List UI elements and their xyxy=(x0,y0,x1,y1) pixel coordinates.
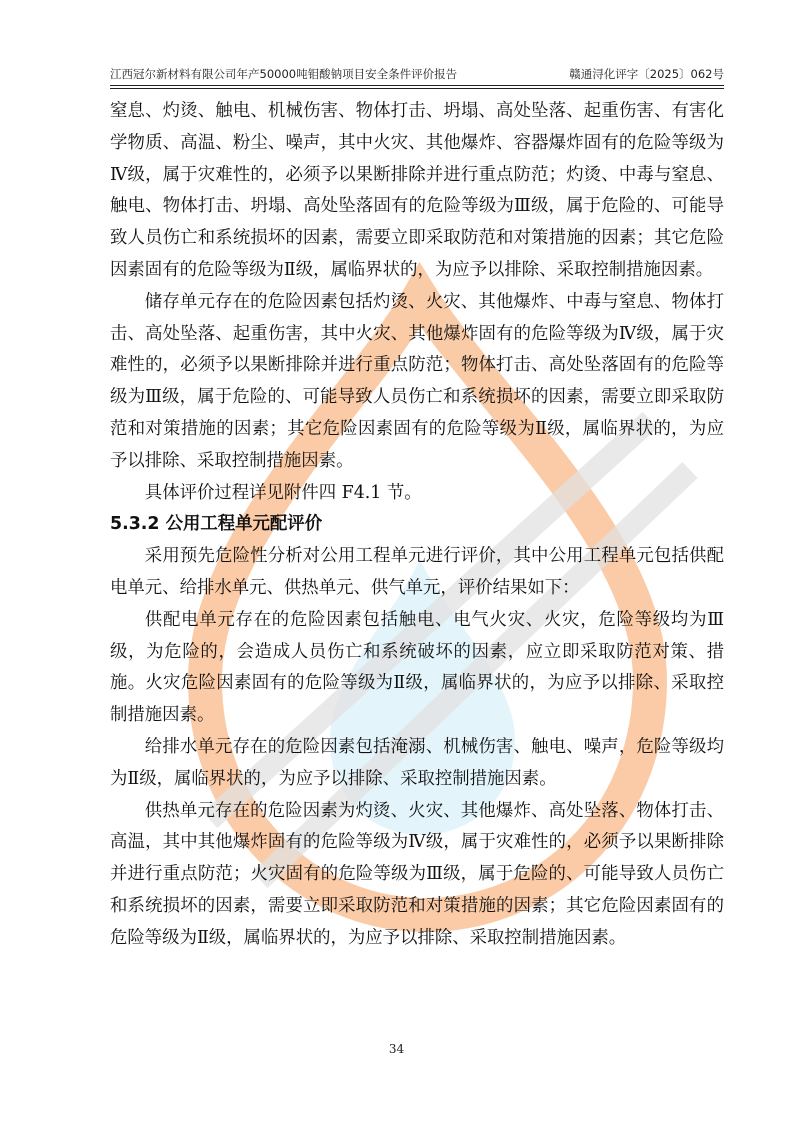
header-report-title: 江西冠尔新材料有限公司年产50000吨钼酸钠项目安全条件评价报告 xyxy=(110,67,458,81)
paragraph-1: 窒息、灼烫、触电、机械伤害、物体打击、坍塌、高处坠落、起重伤害、有害化学物质、高温、粉尘、噪声，其中火灾、其他爆炸、容器爆炸固有的危险等级为Ⅳ级，属于灾难性的，必须予以果断排除并进行重点防范；灼烫、中毒与窒息、触电、物体打击、坍塌、高处坠落固有的危险等级为Ⅲ级，属于危险的、可能导致人员伤亡和系统损坏的因素，需要立即采取防范和对策措施的因素；其它危险因素固有的危险等级为Ⅱ级，属临界状的，为应予以排除、采取控制措施因素。 xyxy=(110,101,724,280)
document-body xyxy=(110,96,724,955)
paragraph-7: 供热单元存在的危险因素为灼烫、火灾、其他爆炸、高处坠落、物体打击、高温，其中其他爆炸固有的危险等级为Ⅳ级，属于灾难性的，必须予以果断排除并进行重点防范；火灾固有的危险等级为Ⅲ级，属于危险的、可能导致人员伤亡和系统损坏的因素，需要立即采取防范和对策措施的因素；其它危险因素固有的危险等级为Ⅱ级，属临界状的，为应予以排除、采取控制措施因素。 xyxy=(110,800,724,948)
paragraph-2: 储存单元存在的危险因素包括灼烫、火灾、其他爆炸、中毒与窒息、物体打击、高处坠落、起重伤害，其中火灾、其他爆炸固有的危险等级为Ⅳ级，属于灾难性的，必须予以果断排除并进行重点防范；物体打击、高处坠落固有的危险等级为Ⅲ级，属于危险的、可能导致人员伤亡和系统损坏的因素，需要立即采取防范和对策措施的因素；其它危险因素固有的危险等级为Ⅱ级，属临界状的，为应予以排除、采取控制措施因素。 xyxy=(110,291,724,471)
header-report-number: 赣通浔化评字〔2025〕062号 xyxy=(569,67,724,81)
page-header xyxy=(110,66,724,86)
paragraph-4: 采用预先危险性分析对公用工程单元进行评价，其中公用工程单元包括供配电单元、给排水单元、供热单元、供气单元，评价结果如下： xyxy=(110,546,724,598)
header-rule xyxy=(110,88,724,89)
paragraph-5: 供配电单元存在的危险因素包括触电、电气火灾、火灾，危险等级均为Ⅲ级，为危险的，会造成人员伤亡和系统破坏的因素，应立即采取防范对策、措施。火灾危险因素固有的危险等级为Ⅱ级，属临界状的，为应予以排除、采取控制措施因素。 xyxy=(110,609,724,726)
section-heading: 5.3.2 公用工程单元配评价 xyxy=(110,514,323,535)
page-number: 34 xyxy=(388,1042,405,1056)
paragraph-6: 给排水单元存在的危险因素包括淹溺、机械伤害、触电、噪声，危险等级均为Ⅱ级，属临界状的，为应予以排除、采取控制措施因素。 xyxy=(110,736,724,789)
paragraph-3: 具体评价过程详见附件四 F4.1 节。 xyxy=(144,482,422,503)
